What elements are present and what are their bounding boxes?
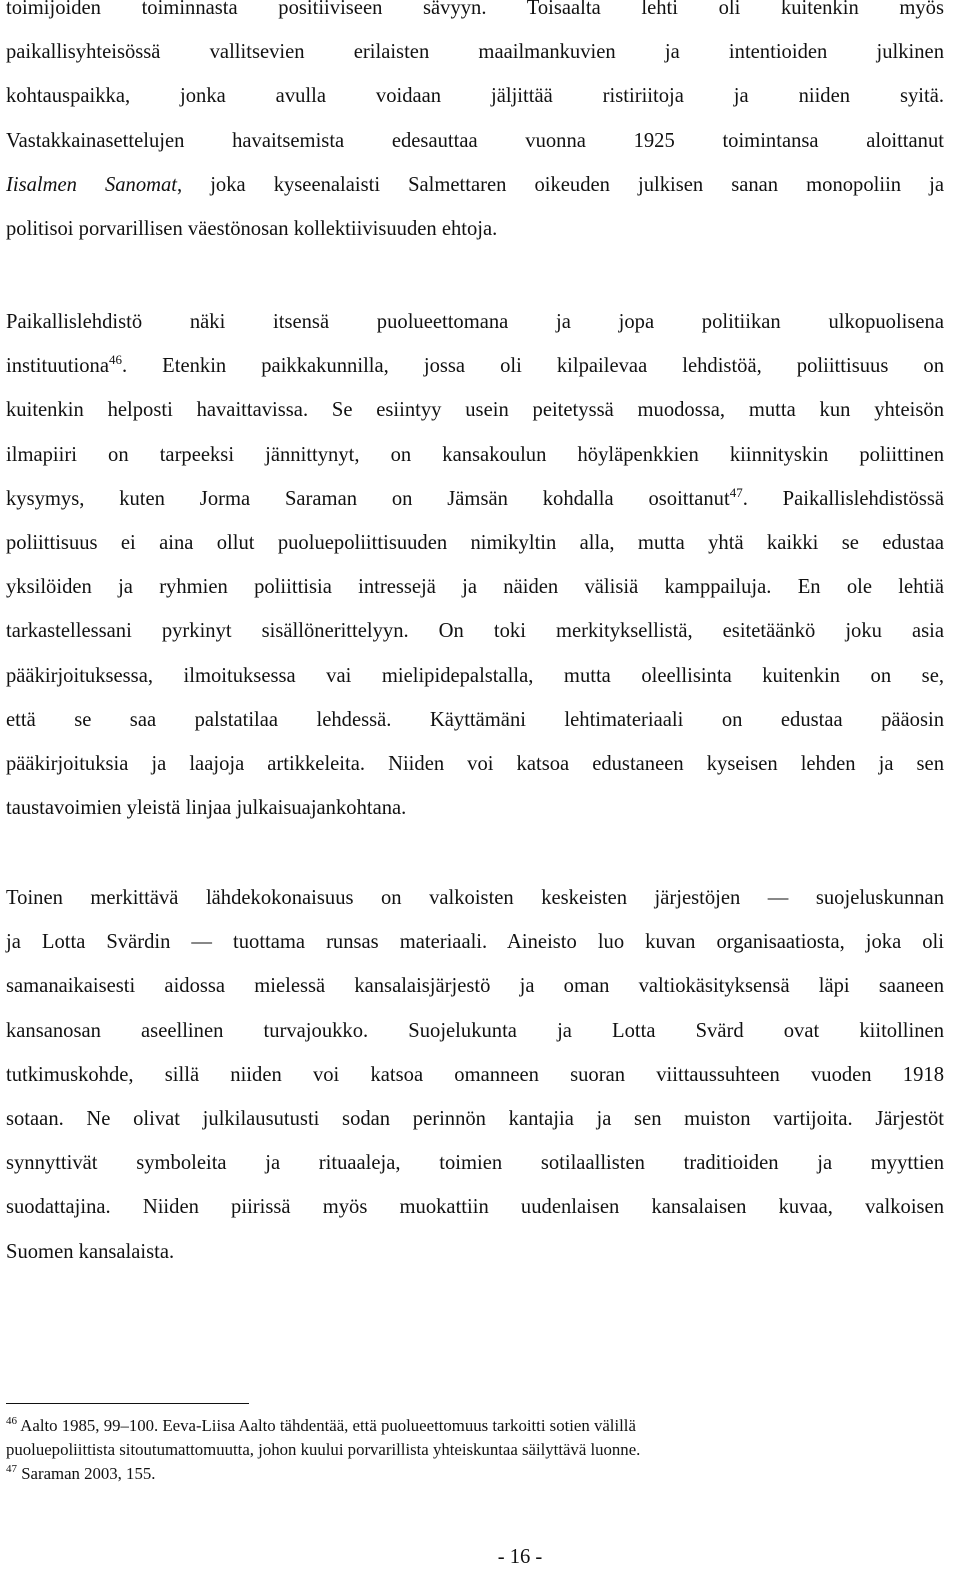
body-paragraph-1 bbox=[6, 0, 944, 251]
text-line: paikallisyhteisössä vallitsevien erilaisten maailmankuvien ja intentioiden julkinen bbox=[6, 41, 944, 64]
text-line: kohtauspaikka, jonka avulla voidaan jäljittää ristiriitoja ja niiden syitä. bbox=[6, 85, 944, 108]
text-line: kuitenkin helposti havaittavissa. Se esiintyy usein peitetyssä muodossa, mutta kun yhteisön bbox=[6, 399, 944, 422]
text-line: Paikallislehdistö näki itsensä puolueettomana ja jopa politiikan ulkopuolisena bbox=[6, 311, 944, 333]
footnote-reference-46[interactable]: 46 bbox=[108, 352, 122, 368]
text-line: Suomen kansalaista. bbox=[6, 1240, 175, 1263]
text-line: tutkimuskohde, sillä niiden voi katsoa omanneen suoran viittaussuhteen vuoden 1918 bbox=[6, 1063, 944, 1086]
text-line: Toinen merkittävä lähdekokonaisuus on valkoisten keskeisten järjestöjen — suojeluskunnan bbox=[6, 887, 944, 909]
footnote-reference-47[interactable]: 47 bbox=[729, 484, 743, 500]
text-line bbox=[6, 163, 944, 207]
text-line: kansanosan aseellinen turvajoukko. Suojelukunta ja Lotta Svärd ovat kiitollinen bbox=[6, 1019, 944, 1042]
footnote-text: Saraman 2003, 155. bbox=[17, 1464, 156, 1483]
text-run: kysymys, kuten Jorma Saraman on Jämsän kohdalla osoittanut bbox=[6, 487, 730, 510]
text-line: synnyttivät symboleita ja rituaaleja, toimien sotilaallisten traditioiden ja myyttien bbox=[6, 1152, 944, 1175]
body-paragraph-3 bbox=[6, 876, 944, 1274]
text-line: tarkastellessani pyrkinyt sisällönerittelyyn. On toki merkityksellistä, esitetäänkö joku asia bbox=[6, 620, 944, 643]
text-line: taustavoimien yleistä linjaa julkaisuajankohtana. bbox=[6, 797, 407, 820]
footnotes bbox=[6, 1414, 944, 1486]
text-run: . Paikallislehdistössä bbox=[742, 487, 944, 510]
text-line: samanaikaisesti aidossa mielessä kansalaisjärjestö ja oman valtiokäsityksensä läpi saaneen bbox=[6, 975, 944, 998]
body-paragraph-2 bbox=[6, 300, 944, 830]
text-run: . Etenkin paikkakunnilla, jossa oli kilpailevaa lehdistöä, poliittisuus on bbox=[121, 355, 944, 378]
footnote-separator bbox=[6, 1403, 249, 1404]
text-line: ilmapiiri on tarpeeksi jännittynyt, on kansakoulun höyläpenkkien kiinnityskin poliittinen bbox=[6, 443, 944, 466]
text-line: pääkirjoituksessa, ilmoituksessa vai mielipidepalstalla, mutta oleellisinta kuitenkin on se, bbox=[6, 664, 944, 687]
text-line: politisoi porvarillisen väestönosan kollektiivisuuden ehtoja. bbox=[6, 218, 498, 241]
text-run: instituutiona bbox=[6, 355, 109, 378]
footnote-marker: 46 bbox=[6, 1415, 17, 1427]
newspaper-title: Iisalmen Sanomat bbox=[6, 173, 178, 196]
text-line: suodattajina. Niiden piirissä myös muokattiin uudenlaisen kansalaisen kuvaa, valkoisen bbox=[6, 1196, 944, 1219]
text-line bbox=[6, 344, 944, 388]
text-line: sotaan. Ne olivat julkilausutusti sodan perinnön kantajia ja sen muiston vartijoita. Järjestöt bbox=[6, 1108, 944, 1131]
text-line: Vastakkainasettelujen havaitsemista edesauttaa vuonna 1925 toimintansa aloittanut bbox=[6, 129, 944, 152]
footnote-text: Aalto 1985, 99–100. Eeva-Liisa Aalto tähdentää, että puolueettomuus tarkoitti sotien välillä bbox=[17, 1416, 636, 1435]
text-line: pääkirjoituksia ja laajoja artikkeleita. Niiden voi katsoa edustaneen kyseisen lehden ja sen bbox=[6, 753, 944, 776]
page-number: - 16 - bbox=[497, 1546, 543, 1568]
footnote-46-continued: puoluepoliittista sitoutumattomuutta, johon kuului porvarillista yhteiskuntaa säilyttävä luonne. bbox=[6, 1440, 641, 1459]
text-line: ja Lotta Svärdin — tuottama runsas materiaali. Aineisto luo kuvan organisaatiosta, joka oli bbox=[6, 931, 944, 954]
footnote-marker: 47 bbox=[6, 1463, 17, 1475]
text-line: että se saa palstatilaa lehdessä. Käyttämäni lehtimateriaali on edustaa pääosin bbox=[6, 708, 944, 731]
text-line: yksilöiden ja ryhmien poliittisia intressejä ja näiden välisiä kamppailuja. En ole lehtiä bbox=[6, 576, 944, 599]
text-line bbox=[6, 477, 944, 521]
footnote-47 bbox=[6, 1462, 944, 1486]
footnote-46 bbox=[6, 1414, 944, 1438]
text-line: toimijoiden toiminnasta positiiviseen sävyyn. Toisaalta lehti oli kuitenkin myös bbox=[6, 0, 944, 19]
text-run: , joka kyseenalaisti Salmettaren oikeuden julkisen sanan monopoliin ja bbox=[177, 173, 944, 196]
text-line: poliittisuus ei aina ollut puoluepoliittisuuden nimikyltin alla, mutta yhtä kaikki se edustaa bbox=[6, 532, 944, 555]
